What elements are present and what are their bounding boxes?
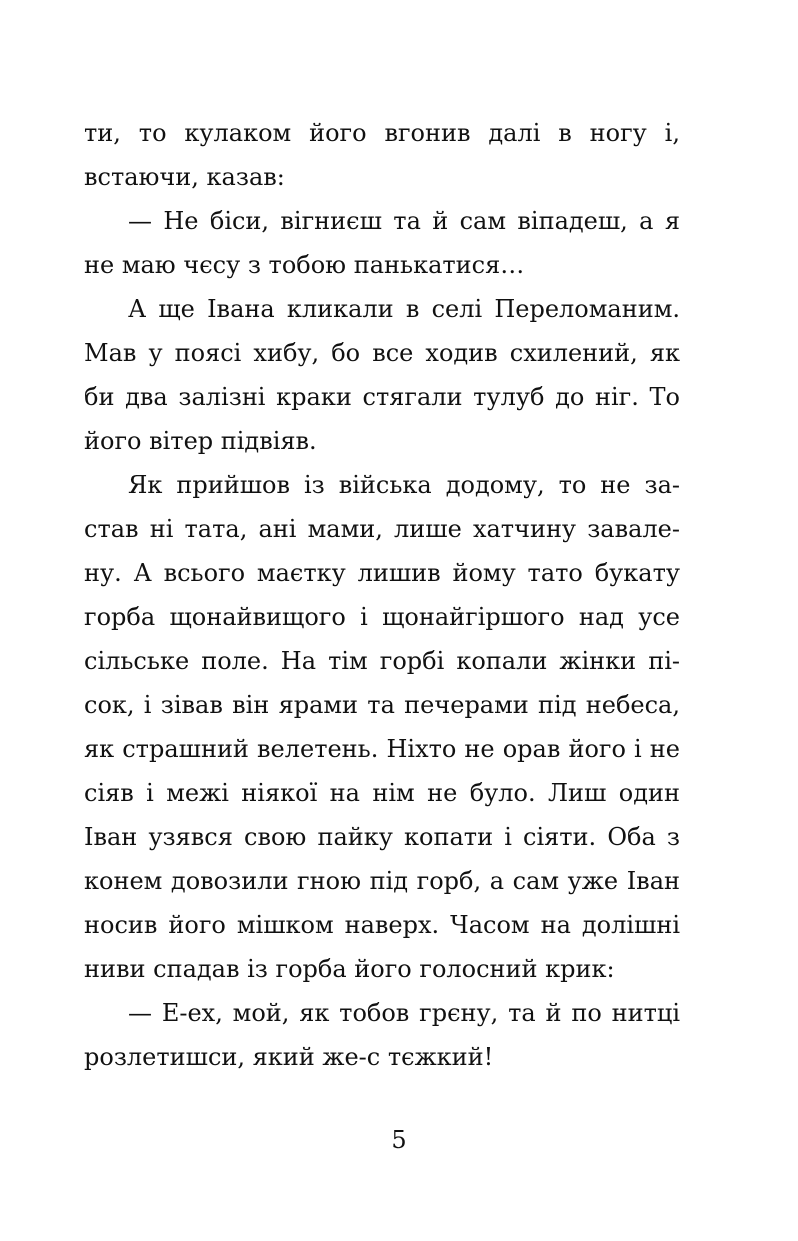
page-number: 5 [391,1126,407,1154]
paragraph-dialogue-1: — Не біси, вігниєш та й сам віпадеш, а я не маю чєсу з тобою панькатися… [84,207,680,279]
page-text [84,111,680,1079]
paragraph-continuation: ти, то кулаком його вгонив далі в ногу і, встаючи, казав: [84,119,680,191]
paragraph-dialogue-2: — Е-ех, мой, як тобов грєну, та й по нитці розлетишси, який же-с тєжкий! [84,999,680,1071]
paragraph-return-home: Як прийшов із війська додому, то не застав ні тата, ані мами, лише хатчину завалену. А всього маєтку лишив йому тато букату горба щонайвищого і щонайгіршого над усе сільське поле. На тім горбі копали жінки пісок, і зівав він ярами та печерами під небеса, як страшний велетень. Ніхто не орав його і не сіяв і межі ніякої на нім не було. Лиш один Іван узявся свою пайку копати і сіяти. Оба з конем довозили гною під горб, а сам уже Іван носив його мішком наверх. Часом на долішні ниви спадав із горба його голосний крик: [84,471,680,983]
paragraph-ivan-nickname: А ще Івана кликали в селі Переломаним. Мав у поясі хибу, бо все ходив схилений, як би два залізні краки стягали тулуб до ніг. То його вітер підвіяв. [84,295,680,455]
